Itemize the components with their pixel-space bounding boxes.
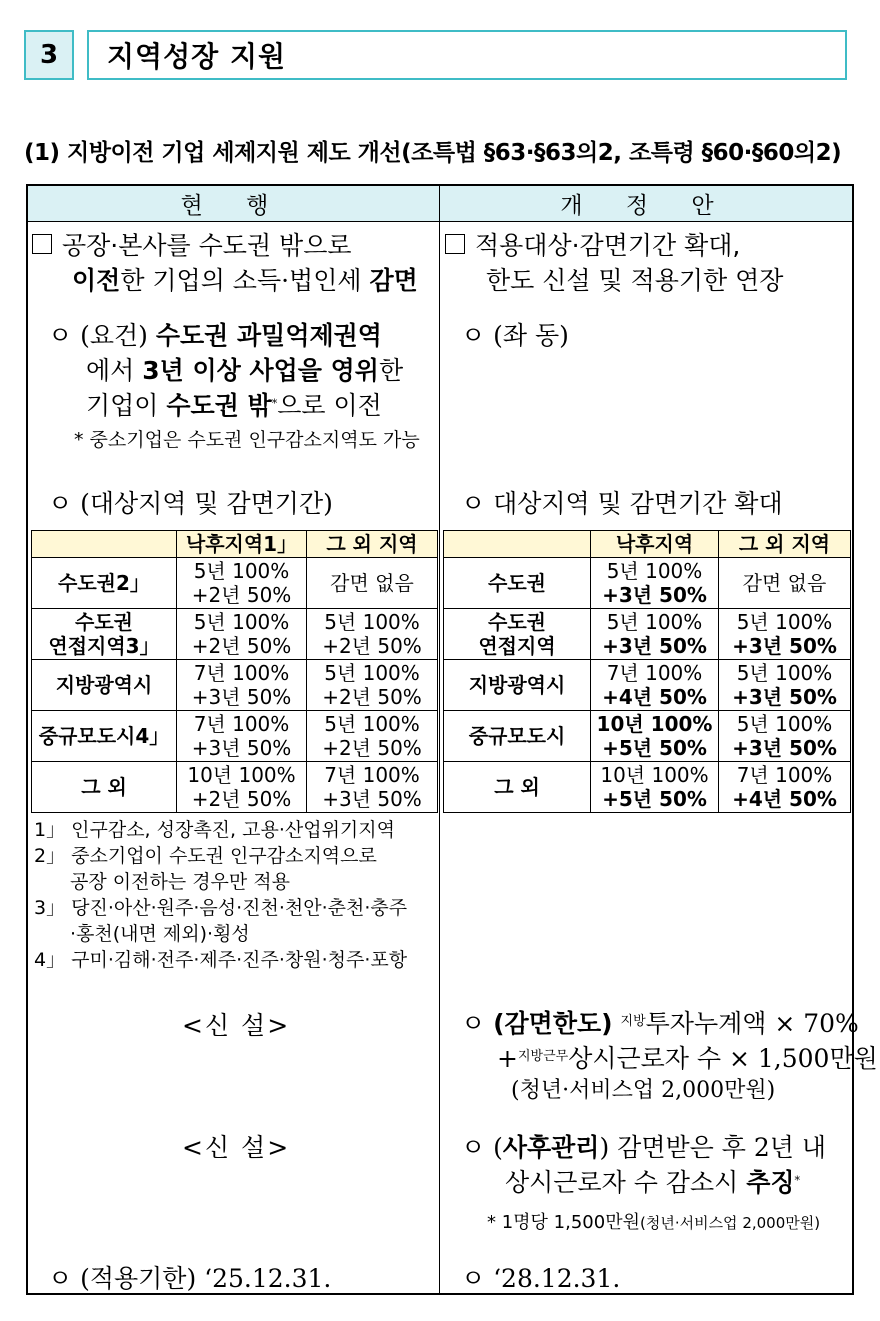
current-reduction-table	[31, 530, 438, 813]
table-header: 낙후지역	[591, 531, 719, 558]
footnote: 3」 당진·아산·원주·음성·진천·천안·춘천·충주	[34, 897, 408, 919]
footnote: 2」 중소기업이 수도권 인구감소지역으로	[34, 845, 377, 867]
proposed-area-heading: ㅇ 대상지역 및 감면기간 확대	[461, 489, 783, 518]
footnote: 4」 구미·김해·전주·제주·진주·창원·청주·포항	[34, 949, 408, 971]
proposed-summary-line2: 한도 신설 및 적용기한 연장	[486, 266, 784, 295]
table-row: 중규모도시 10년 100% +5년 50% 5년 100% +3년 50%	[444, 711, 851, 762]
current-requirement-line3: 기업이 수도권 밖*으로 이전	[86, 391, 382, 420]
current-area-heading: ㅇ (대상지역 및 감면기간)	[48, 489, 333, 518]
section-number: 3	[24, 30, 74, 80]
table-header: 그 외 지역	[719, 531, 851, 558]
table-header: 그 외 지역	[307, 531, 438, 558]
checkbox-square-icon	[445, 234, 465, 254]
current-summary-line1: 공장·본사를 수도권 밖으로	[32, 228, 352, 264]
current-summary-line2: 이전한 기업의 소득·법인세 감면	[72, 266, 418, 295]
proposed-limit-line2: +$^{지방근무}$상시근로자 수 × 1,500만원	[497, 1044, 878, 1073]
proposed-aftercare-line2: 상시근로자 수 감소시 추징*	[505, 1168, 801, 1197]
proposed-aftercare-note: * 1명당 1,500만원(청년·서비스업 2,000만원)	[487, 1212, 821, 1233]
proposed-limit-note: (청년·서비스업 2,000만원)	[511, 1078, 776, 1103]
proposed-reduction-table	[443, 530, 851, 813]
current-requirement-line2: 에서 3년 이상 사업을 영위한	[86, 356, 404, 385]
current-period: ㅇ (적용기한) ‘25.12.31.	[48, 1264, 332, 1293]
table-row: 중규모도시4」 7년 100% +3년 50% 5년 100% +2년 50%	[32, 711, 438, 762]
table-row: 수도권2」 5년 100% +2년 50% 감면 없음	[32, 558, 438, 609]
table-row: 수도권 5년 100% +3년 50% 감면 없음	[444, 558, 851, 609]
new-provision-label: <신 설>	[182, 1133, 291, 1162]
proposed-limit-line1: ㅇ (감면한도) $^{지방}$투자누계액 × 70%	[461, 1009, 859, 1038]
current-requirement-note: * 중소기업은 수도권 인구감소지역도 가능	[74, 429, 420, 451]
table-header: 낙후지역1」	[177, 531, 307, 558]
footnote: 1」 인구감소, 성장촉진, 고용·산업위기지역	[34, 819, 395, 841]
new-provision-label: <신 설>	[182, 1011, 291, 1040]
column-header-proposed: 개 정 안	[440, 186, 852, 222]
region-label: 수도권2」	[32, 558, 177, 609]
footnote: 공장 이전하는 경우만 적용	[70, 871, 291, 893]
table-corner	[32, 531, 177, 558]
current-requirement-line1: ㅇ (요건) 수도권 과밀억제권역	[48, 321, 382, 350]
column-header-current: 현 행	[28, 186, 439, 222]
table-row: 수도권 연접지역3」 5년 100% +2년 50% 5년 100% +2년 50%	[32, 609, 438, 660]
footnote: ·홍천(내면 제외)·횡성	[70, 923, 250, 945]
table-row: 지방광역시 7년 100% +3년 50% 5년 100% +2년 50%	[32, 660, 438, 711]
proposed-aftercare-line1: ㅇ (사후관리) 감면받은 후 2년 내	[461, 1133, 826, 1162]
proposed-period: ㅇ ‘28.12.31.	[461, 1264, 621, 1293]
table-row: 수도권 연접지역 5년 100% +3년 50% 5년 100% +3년 50%	[444, 609, 851, 660]
table-row: 그 외 10년 100% +2년 50% 7년 100% +3년 50%	[32, 762, 438, 813]
table-row: 지방광역시 7년 100% +4년 50% 5년 100% +3년 50%	[444, 660, 851, 711]
column-divider	[439, 184, 440, 1295]
proposed-summary-line1: 적용대상·감면기간 확대,	[445, 228, 740, 264]
subheading: (1) 지방이전 기업 세제지원 제도 개선(조특법 §63·§63의2, 조특령 §60·§60의2)	[24, 140, 842, 166]
table-row: 그 외 10년 100% +5년 50% 7년 100% +4년 50%	[444, 762, 851, 813]
checkbox-square-icon	[32, 234, 52, 254]
table-corner	[444, 531, 591, 558]
section-title: 지역성장 지원	[87, 30, 847, 80]
proposed-requirement: ㅇ (좌 동)	[461, 321, 569, 350]
